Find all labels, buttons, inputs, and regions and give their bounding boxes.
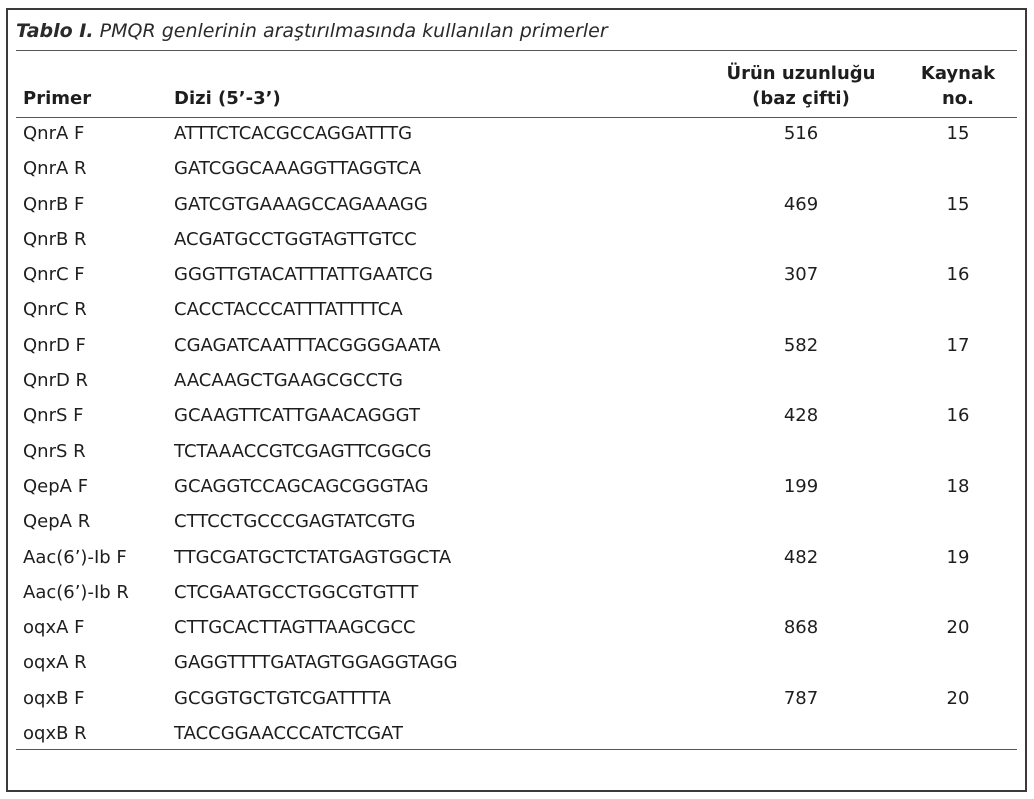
- reference-cell: 19: [946, 546, 970, 568]
- table-caption: [16, 20, 608, 42]
- reference-cell: 16: [946, 264, 970, 286]
- product-length-cell: 199: [783, 475, 819, 497]
- primer-name-cell: oqxB R: [23, 723, 87, 745]
- header-product-length: [700, 61, 902, 111]
- sequence-cell: CTTCCTGCCCGAGTATCGTG: [174, 511, 416, 533]
- reference-cell: 15: [946, 193, 970, 215]
- sequence-cell: GATCGTGAAAGCCAGAAAGG: [174, 193, 428, 215]
- table-caption-text: PMQR genlerinin araştırılmasında kullanılan primerler: [93, 20, 608, 42]
- product-length-cell: 787: [783, 687, 819, 709]
- primer-name-cell: QnrA R: [23, 158, 87, 180]
- bottom-rule: [16, 749, 1017, 750]
- table-row: [0, 436, 1034, 471]
- table-row: [0, 330, 1034, 365]
- table-row: [0, 400, 1034, 435]
- primer-name-cell: QepA R: [23, 511, 91, 533]
- product-length-cell: 868: [783, 617, 819, 639]
- table-body: [0, 118, 1034, 753]
- primer-name-cell: QnrA F: [23, 123, 85, 144]
- primer-name-cell: oqxA F: [23, 617, 85, 639]
- product-length-cell: 428: [783, 405, 819, 427]
- sequence-cell: TTGCGATGCTCTATGAGTGGCTA: [174, 546, 452, 568]
- primer-name-cell: QnrD F: [23, 334, 86, 356]
- primer-name-cell: QepA F: [23, 475, 89, 497]
- primer-name-cell: QnrC F: [23, 264, 85, 286]
- header-primer: Primer: [23, 88, 92, 109]
- sequence-cell: TCTAAACCGTCGAGTTCGGCG: [174, 440, 432, 462]
- reference-cell: 17: [946, 334, 970, 356]
- table-row: [0, 224, 1034, 259]
- header-product-length-line2: (baz çifti): [752, 88, 850, 109]
- table-row: [0, 259, 1034, 294]
- table-row: [0, 506, 1034, 541]
- reference-cell: 16: [946, 405, 970, 427]
- primer-name-cell: QnrS R: [23, 440, 86, 462]
- table-row: [0, 153, 1034, 188]
- table-row: [0, 577, 1034, 612]
- header-reference: [908, 61, 1008, 111]
- reference-cell: 18: [946, 475, 970, 497]
- primer-name-cell: QnrS F: [23, 405, 84, 427]
- sequence-cell: GCAAGTTCATTGAACAGGGT: [174, 405, 420, 427]
- primer-name-cell: Aac(6’)-Ib R: [23, 581, 129, 603]
- table-row: [0, 683, 1034, 718]
- sequence-cell: CTTGCACTTAGTTAAGCGCC: [174, 617, 416, 639]
- primer-name-cell: Aac(6’)-Ib F: [23, 546, 127, 568]
- sequence-cell: GAGGTTTTGATAGTGGAGGTAGG: [174, 652, 458, 674]
- sequence-cell: TACCGGAACCCATCTCGAT: [174, 723, 403, 745]
- primer-name-cell: QnrB F: [23, 193, 85, 215]
- reference-cell: 15: [946, 123, 970, 144]
- product-length-cell: 307: [783, 264, 819, 286]
- sequence-cell: ATTTCTCACGCCAGGATTTG: [174, 123, 413, 144]
- header-reference-line1: Kaynak: [920, 63, 996, 84]
- table-row: [0, 471, 1034, 506]
- product-length-cell: 482: [783, 546, 819, 568]
- table-row: [0, 542, 1034, 577]
- header-reference-line2: no.: [941, 88, 975, 109]
- primer-name-cell: QnrD R: [23, 370, 89, 392]
- product-length-cell: 582: [783, 334, 819, 356]
- sequence-cell: GCAGGTCCAGCAGCGGGTAG: [174, 475, 429, 497]
- sequence-cell: GCGGTGCTGTCGATTTTA: [174, 687, 391, 709]
- sequence-cell: CACCTACCCATTTATTTTCA: [174, 299, 403, 321]
- sequence-cell: GGGTTGTACATTTATTGAATCG: [174, 264, 433, 286]
- table-row: [0, 647, 1034, 682]
- product-length-cell: 469: [783, 193, 819, 215]
- sequence-cell: CGAGATCAATTTACGGGGAATA: [174, 334, 441, 356]
- table-row: [0, 294, 1034, 329]
- sequence-cell: GATCGGCAAAGGTTAGGTCA: [174, 158, 422, 180]
- table-row: [0, 189, 1034, 224]
- table-row: [0, 612, 1034, 647]
- header-product-length-line1: Ürün uzunluğu: [726, 63, 876, 84]
- primer-name-cell: oqxA R: [23, 652, 87, 674]
- reference-cell: 20: [946, 617, 970, 639]
- sequence-cell: CTCGAATGCCTGGCGTGTTT: [174, 581, 419, 603]
- sequence-cell: ACGATGCCTGGTAGTTGTCC: [174, 228, 417, 250]
- primer-name-cell: QnrB R: [23, 228, 87, 250]
- table-caption-lead: Tablo I.: [16, 20, 94, 42]
- top-rule: [16, 50, 1017, 51]
- primer-name-cell: oqxB F: [23, 687, 85, 709]
- header-sequence: Dizi (5’-3’): [174, 88, 281, 109]
- sequence-cell: AACAAGCTGAAGCGCCTG: [174, 370, 404, 392]
- table-row: [0, 365, 1034, 400]
- primer-name-cell: QnrC R: [23, 299, 87, 321]
- product-length-cell: 516: [783, 123, 819, 144]
- table-row: [0, 118, 1034, 153]
- reference-cell: 20: [946, 687, 970, 709]
